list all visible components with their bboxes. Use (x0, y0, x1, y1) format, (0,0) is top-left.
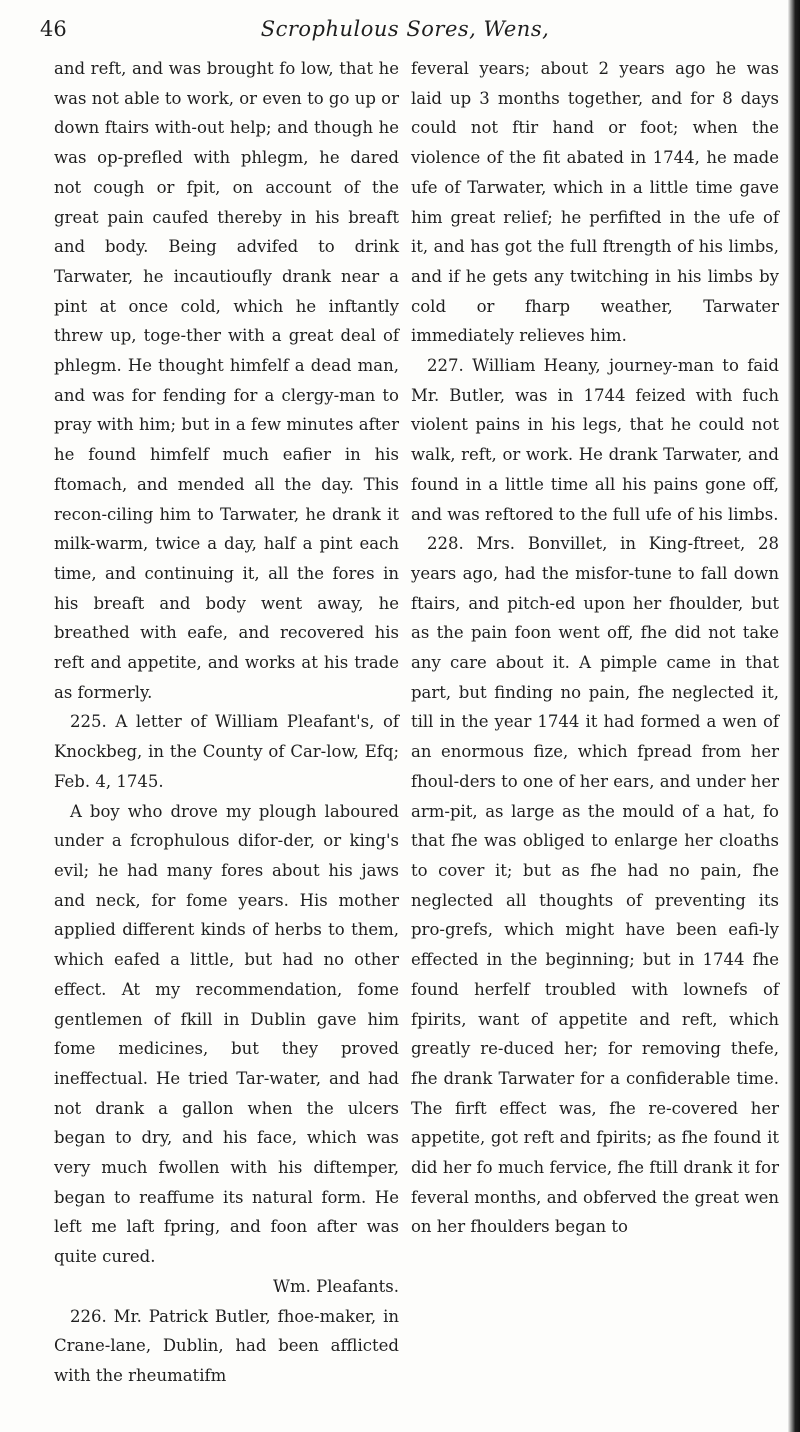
paragraph-case-continued: and reft, and was brought fo low, that he was not able to work, or even to go up or down ftairs with-out help; and though he was op-prefled with phlegm, he dared not cough or fpit, on account of the great pain caufed thereby in his breaft and body. Being advifed to drink Tarwater, he incautioufly drank near a pint at once cold, which he inftantly threw up, toge-ther with a great deal of phlegm. He thought himfelf a dead man, and was for fending for a clergy-man to pray with him; but in a few minutes after he found himfelf much eafier in his ftomach, and mended all the day. This recon-ciling him to Tarwater, he drank it milk-warm, twice a day, half a pint each time, and continuing it, all the fores in his breaft and body went away, he breathed with eafe, and recovered his reft and appetite, and works at his trade as formerly. (54, 59, 399, 702)
paragraph-case-226-continued: feveral years; about 2 years ago he was laid up 3 months together, and for 8 days could not ftir hand or foot; when the violence of the fit abated in 1744, he made ufe of Tarwater, which in a little time gave him great relief; he perfifted in the ufe of it, and has got the full ftrength of his limbs, and if he gets any twitching in his limbs by cold or fharp weather, Tarwater immediately relieves him. (411, 59, 779, 346)
page-header (30, 14, 780, 44)
left-column (54, 54, 399, 1391)
paragraph-case-227: 227. William Heany, journey-man to faid Mr. Butler, was in 1744 feized with fuch violent pains in his legs, that he could not walk, reft, or work. He drank Tarwater, and found in a little time all his pains gone off, and was reftored to the full ufe of his limbs. (411, 356, 779, 524)
case-225-signature: Wm. Pleafants. (273, 1276, 399, 1296)
paragraph-case-225-heading: 225. A letter of William Pleafant's, of Knockbeg, in the County of Car-low, Efq; Feb. 4, 1745. (54, 712, 399, 791)
running-title: Scrophulous Sores, Wens, (260, 17, 550, 41)
page-number: 46 (40, 17, 67, 41)
paragraph-case-228: 228. Mrs. Bonvillet, in King-ftreet, 28 years ago, had the misfor-tune to fall down ftairs, and pitch-ed upon her fhoulder, but as the pain foon went off, fhe did not take any care about it. A pimple came in that part, but finding no pain, fhe neglected it, till in the year 1744 it had formed a wen of an enormous fize, which fpread from her fhoul-ders to one of her ears, and under her arm-pit, as large as the mould of a hat, fo that fhe was obliged to enlarge her cloaths to cover it; but as fhe had no pain, fhe neglected all thoughts of preventing its pro-grefs, which might have been eafi-ly effected in the beginning; but in 1744 fhe found herfelf troubled with lownefs of fpirits, want of appetite and reft, which greatly re-duced her; for removing thefe, fhe drank Tarwater for a confiderable time. The firft effect was, fhe re-covered her appetite, got reft and fpirits; as fhe found it did her fo much fervice, fhe ftill drank it for feveral months, and obferved the great wen on her fhoulders began to (411, 534, 779, 1237)
book-spine-edge (788, 0, 800, 1432)
right-column (411, 54, 779, 1242)
paragraph-case-225-body: A boy who drove my plough laboured under a fcrophulous difor-der, or king's evil; he had many fores about his jaws and neck, for fome years. His mother applied different kinds of herbs to them, which eafed a little, but had no other effect. At my recommendation, fome gentlemen of fkill in Dublin gave him fome medicines, but they proved ineffectual. He tried Tar-water, and had not drank a gallon when the ulcers began to dry, and his face, which was very much fwollen with his diftemper, began to reaffume its natural form. He left me laft fpring, and foon after was quite cured. (54, 801, 399, 1267)
paragraph-case-226: 226. Mr. Patrick Butler, fhoe-maker, in Crane-lane, Dublin, had been afflicted with the rheumatifm (54, 1306, 399, 1385)
